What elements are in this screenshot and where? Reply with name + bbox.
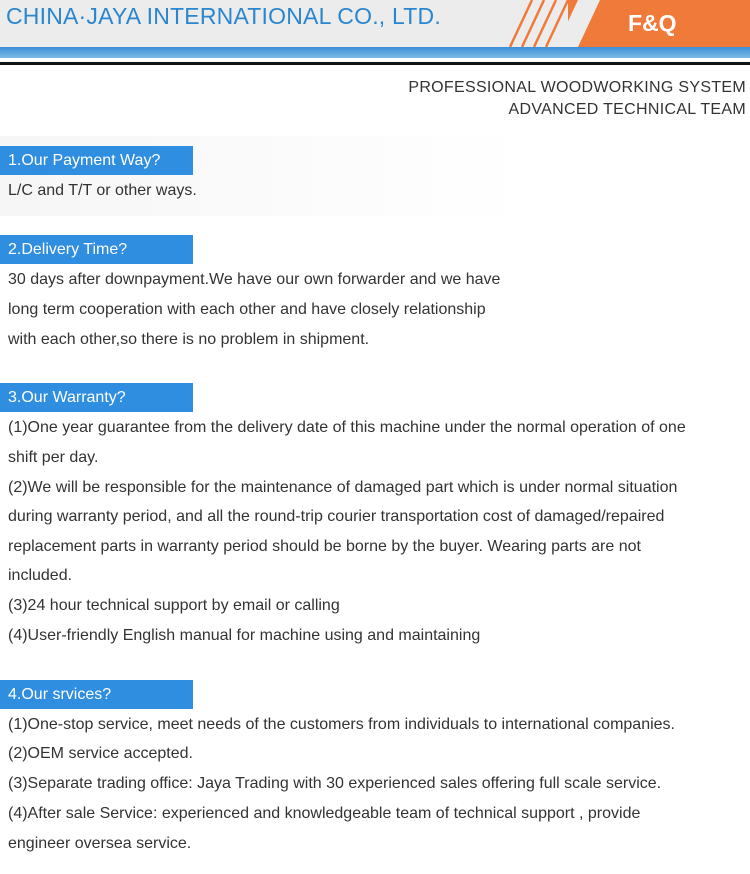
section-text-line: (4)After sale Service: experienced and knowledgeable team of technical support , provide <box>8 805 641 822</box>
section-text-line: (1)One year guarantee from the delivery date of this machine under the normal operation of one <box>8 419 686 436</box>
section-text-line: during warranty period, and all the round-trip courier transportation cost of damaged/repaired <box>8 508 665 525</box>
section-title-warranty: 3.Our Warranty? <box>0 383 193 412</box>
header-accent-line <box>0 47 750 58</box>
section-title-delivery: 2.Delivery Time? <box>0 235 193 264</box>
section-title-services: 4.Our srvices? <box>0 680 193 709</box>
section-text-line: with each other,so there is no problem in shipment. <box>8 331 370 348</box>
section-text-line: (2)We will be responsible for the maintenance of damaged part which is under normal situation <box>8 479 678 496</box>
divider-rule <box>0 62 750 65</box>
section-title-payment: 1.Our Payment Way? <box>0 146 193 175</box>
section-text-line: (3)Separate trading office: Jaya Trading with 30 experienced sales offering full scale service. <box>8 775 662 792</box>
tagline-line-2: ADVANCED TECHNICAL TEAM <box>508 101 746 118</box>
section-text-line: (1)One-stop service, meet needs of the customers from individuals to international companies. <box>8 716 675 733</box>
section-text-line: 30 days after downpayment.We have our own forwarder and we have <box>8 271 501 288</box>
section-text-line: L/C and T/T or other ways. <box>8 182 197 199</box>
section-text-line: replacement parts in warranty period should be borne by the buyer. Wearing parts are not <box>8 538 641 555</box>
section-text-line: (2)OEM service accepted. <box>8 745 193 762</box>
company-name: CHINA·JAYA INTERNATIONAL CO., LTD. <box>6 3 441 29</box>
section-text-line: (3)24 hour technical support by email or calling <box>8 597 340 614</box>
section-text-line: (4)User-friendly English manual for machine using and maintaining <box>8 627 481 644</box>
tagline-line-1: PROFESSIONAL WOODWORKING SYSTEM <box>408 79 746 96</box>
section-text-line: shift per day. <box>8 449 99 466</box>
section-text-line: included. <box>8 567 73 584</box>
section-text-line: long term cooperation with each other and have closely relationship <box>8 301 486 318</box>
faq-badge: F&Q <box>628 10 677 36</box>
section-text-line: engineer oversea service. <box>8 835 192 852</box>
